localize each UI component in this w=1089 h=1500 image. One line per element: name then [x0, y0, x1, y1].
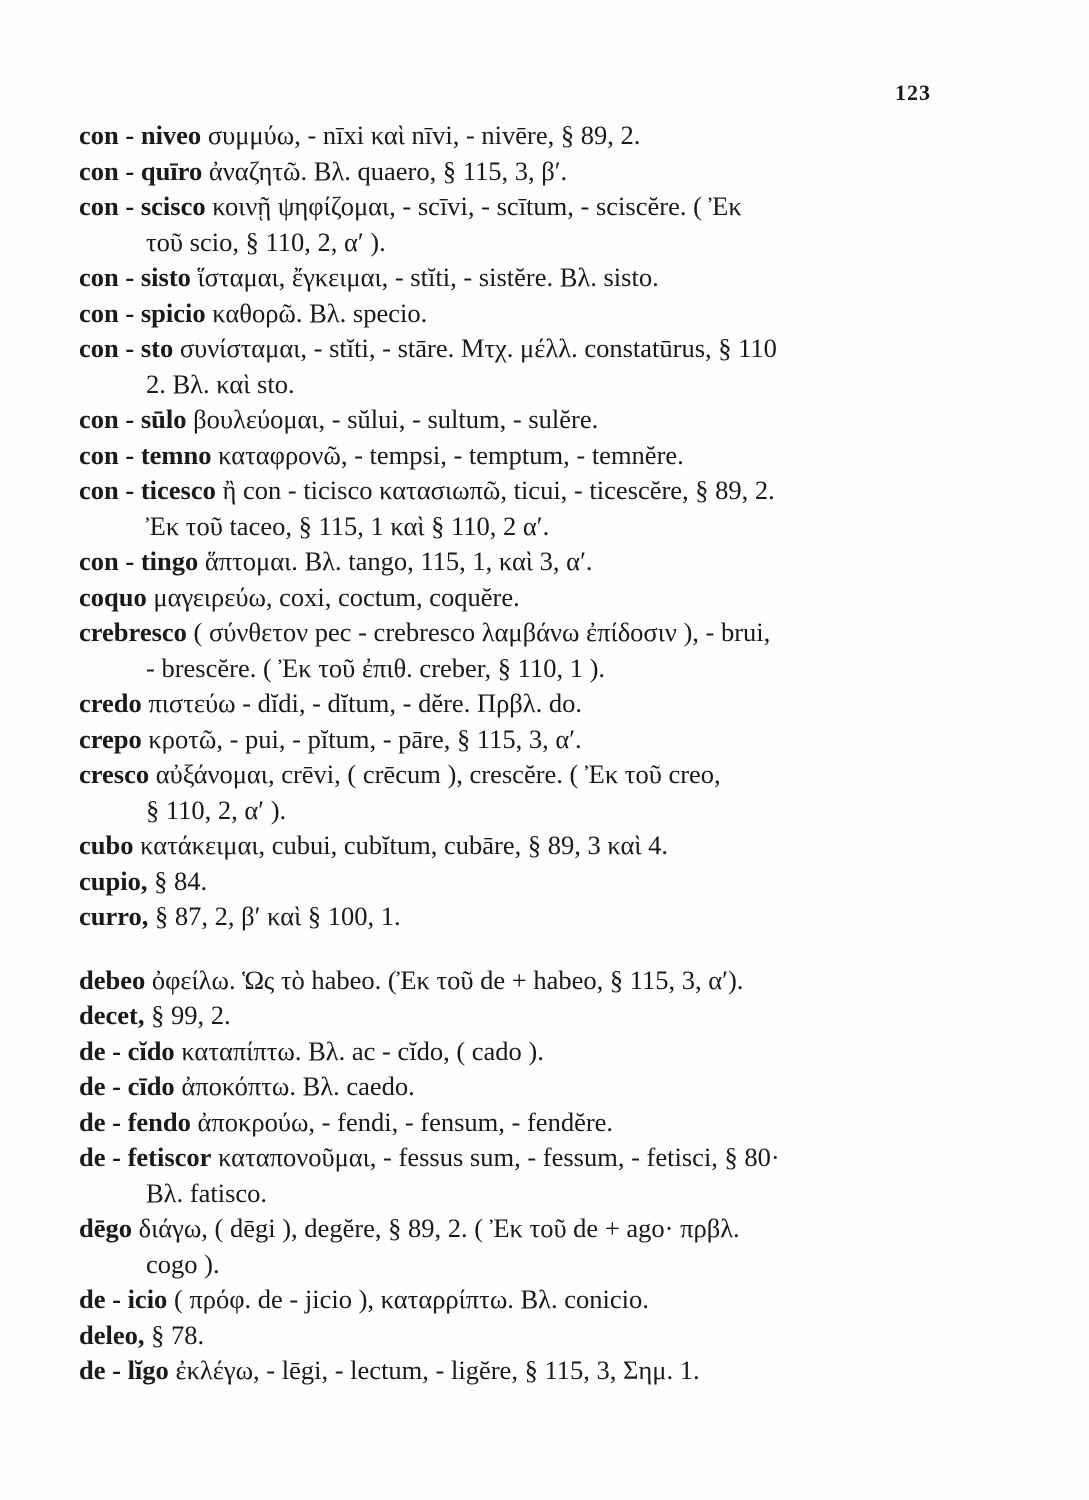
entry-headword: de - fendo	[79, 1106, 191, 1137]
entry-definition: βουλεύομαι, - sŭlui, - sultum, - sulĕre.	[193, 404, 599, 434]
entry-headword: de - fetiscor	[79, 1142, 212, 1172]
entry-definition: ἵσταμαι, ἔγκειμαι, - stĭti, - sistĕre. Βλ. sisto.	[197, 262, 659, 292]
entry-headword: cresco	[79, 759, 150, 789]
dictionary-entry	[79, 473, 939, 544]
entry-definition: συνίσταμαι, - stĭti, - stāre. Μτχ. μέλλ. constatūrus, § 110	[179, 333, 777, 363]
entry-headword: decet,	[79, 1000, 145, 1030]
entry-definition: πιστεύω - dĭdi, - dĭtum, - dĕre. Πρβλ. do.	[148, 688, 583, 718]
dictionary-entry	[79, 615, 939, 686]
dictionary-entry	[79, 331, 939, 402]
dictionary-entry	[79, 1034, 939, 1070]
entry-definition: ὀφείλω. Ὡς τὸ habeo. (Ἐκ τοῦ de + habeo, § 115, 3, α′).	[151, 964, 744, 995]
entry-definition: διάγω, ( dēgi ), degĕre, § 89, 2. ( Ἐκ τοῦ de + ago· πρβλ.	[138, 1213, 740, 1243]
entry-definition: καταπονοῦμαι, - fessus sum, - fessum, - fetisci, § 80·	[218, 1142, 780, 1172]
entry-headword: curro,	[79, 901, 149, 931]
entry-headword: con - sisto	[79, 262, 191, 292]
dictionary-entry	[79, 189, 939, 260]
dictionary-entry	[79, 722, 939, 758]
dictionary-entry	[79, 1069, 939, 1105]
dictionary-entry	[79, 154, 939, 190]
entry-definition: συμμύω, - nīxi καὶ nīvi, - nivēre, § 89, 2.	[207, 120, 641, 150]
dictionary-entry	[79, 1105, 939, 1141]
entry-headword: con - niveo	[79, 120, 202, 150]
entry-definition: ( σύνθετον pec - crebresco λαμβάνω ἐπίδοσιν ), - brui,	[193, 617, 771, 647]
dictionary-entry	[79, 1353, 939, 1389]
entry-definition: κατάκειμαι, cubui, cubĭtum, cubāre, § 89, 3 καὶ 4.	[140, 830, 668, 860]
entry-headword: con - tingo	[79, 546, 199, 576]
entry-headword: de - cīdo	[79, 1071, 175, 1101]
dictionary-entry	[79, 1140, 939, 1211]
dictionary-entry	[79, 438, 939, 474]
entry-continuation: 2. Βλ. καὶ sto.	[146, 368, 295, 399]
entry-continuation: § 110, 2, α′ ).	[146, 794, 287, 825]
entry-headword: dēgo	[79, 1213, 132, 1243]
entry-definition: μαγειρεύω, coxi, coctum, coquĕre.	[153, 581, 520, 612]
entry-definition: αὐξάνομαι, crēvi, ( crēcum ), crescĕre. ( Ἐκ τοῦ creo,	[155, 759, 721, 789]
dictionary-entry	[79, 864, 939, 900]
dictionary-entry	[79, 118, 939, 154]
entry-headword: crebresco	[79, 617, 187, 647]
entry-definition: ἐκλέγω, - lēgi, - lectum, - ligĕre, § 115, 3, Σημ. 1.	[175, 1355, 700, 1385]
dictionary-entry	[79, 402, 939, 438]
entry-definition: κροτῶ, - pui, - pĭtum, - pāre, § 115, 3, α′.	[148, 723, 582, 754]
dictionary-entry	[79, 963, 939, 999]
entry-list	[79, 118, 939, 1389]
entry-headword: con - spicio	[79, 297, 206, 328]
entry-headword: con - temno	[79, 439, 212, 470]
dictionary-entry	[79, 998, 939, 1034]
dictionary-entry	[79, 296, 939, 332]
entry-definition: § 78.	[151, 1319, 205, 1350]
entry-definition: ἀναζητῶ. Βλ. quaero, § 115, 3, β′.	[208, 155, 568, 186]
dictionary-entry	[79, 1318, 939, 1354]
entry-definition: ἀποκρούω, - fendi, - fensum, - fendĕre.	[197, 1106, 614, 1137]
entry-headword: de - lĭgo	[79, 1355, 169, 1385]
entry-definition: καθορῶ. Βλ. specio.	[212, 297, 428, 328]
entry-headword: credo	[79, 688, 142, 718]
entry-headword: con - sto	[79, 333, 174, 363]
entry-headword: con - ticesco	[79, 475, 216, 505]
entry-definition: § 87, 2, β′ καὶ § 100, 1.	[155, 901, 401, 931]
dictionary-entry	[79, 828, 939, 864]
entry-definition: καταφρονῶ, - tempsi, - temptum, - temnĕre.	[218, 439, 684, 470]
entry-headword: cubo	[79, 830, 134, 860]
dictionary-entry	[79, 260, 939, 296]
entry-continuation: Ἐκ τοῦ taceo, § 115, 1 καὶ § 110, 2 α′.	[146, 510, 550, 541]
dictionary-entry	[79, 899, 939, 935]
entry-continuation: - brescĕre. ( Ἐκ τοῦ ἐπιθ. creber, § 110, 1 ).	[146, 652, 606, 683]
entry-headword: de - icio	[79, 1284, 168, 1314]
entry-headword: crepo	[79, 723, 142, 754]
entry-headword: cupio,	[79, 865, 148, 896]
entry-definition: § 99, 2.	[151, 1000, 231, 1030]
dictionary-entry	[79, 544, 939, 580]
dictionary-entry	[79, 580, 939, 616]
entry-definition: ( πρόφ. de - jicio ), καταρρίπτω. Βλ. conicio.	[173, 1284, 649, 1314]
entry-headword: con - quīro	[79, 155, 203, 186]
dictionary-entry	[79, 686, 939, 722]
page-number: 123	[895, 80, 931, 105]
dictionary-entry	[79, 1211, 939, 1282]
dictionary-entry	[79, 757, 939, 828]
entry-headword: debeo	[79, 964, 146, 995]
entry-headword: de - cĭdo	[79, 1035, 175, 1066]
entry-definition: ἅπτομαι. Βλ. tango, 115, 1, καὶ 3, α′.	[204, 546, 593, 576]
entry-headword: con - sūlo	[79, 404, 187, 434]
entry-headword: coquo	[79, 581, 147, 612]
entry-headword: con - scisco	[79, 191, 206, 221]
entry-definition: κοινῇ ψηφίζομαι, - scīvi, - scītum, - sciscĕre. ( Ἐκ	[212, 191, 742, 221]
entry-definition: ἢ con - ticisco κατασιωπῶ, ticui, - ticescĕre, § 89, 2.	[222, 475, 775, 505]
entry-definition: ἀποκόπτω. Βλ. caedo.	[181, 1071, 415, 1101]
dictionary-entry	[79, 1282, 939, 1318]
entry-continuation: cogo ).	[146, 1248, 220, 1279]
entry-headword: deleo,	[79, 1319, 145, 1350]
entry-definition: καταπίπτω. Βλ. ac - cĭdo, ( cado ).	[181, 1035, 544, 1066]
entry-definition: § 84.	[154, 865, 208, 896]
entry-continuation: Βλ. fatisco.	[146, 1177, 268, 1208]
entry-continuation: τοῦ scio, § 110, 2, α′ ).	[146, 226, 386, 257]
section-gap	[79, 935, 939, 963]
